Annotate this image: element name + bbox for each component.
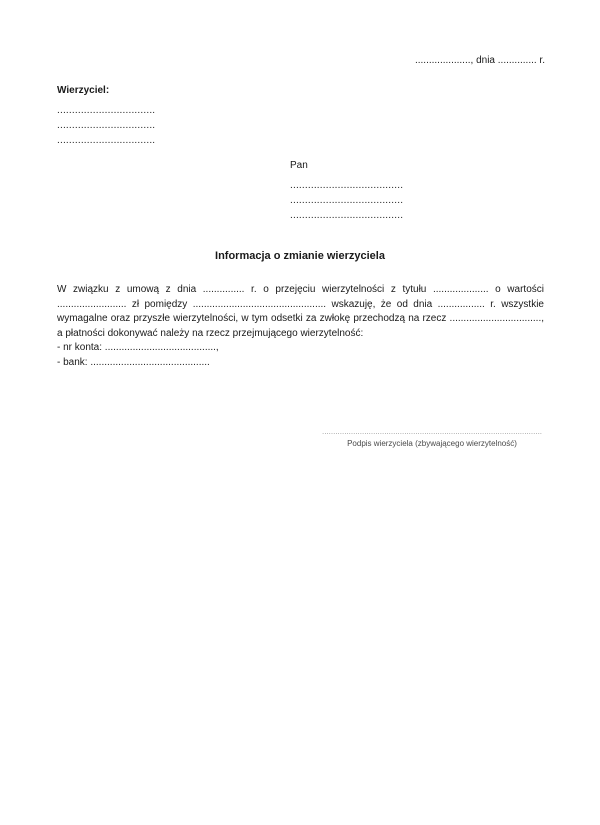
body-paragraph: W związku z umową z dnia ............... r. o przejęciu wierzytelności z tytułu .................... o wartości ......................... zł pomiędzy ................................................ wskazuję, że od dnia ................. r. wszystkie wymagalne oraz przyszłe wierzytelności, w tym odsetki za zwłokę przechodzą na rzecz ................................., a płatności dokonywać należy na rzecz przejmującego wierzytelność: [57,284,544,339]
creditor-block [57,84,155,148]
recipient-block [290,159,403,223]
recipient-fill-line-2: ...................................... [290,195,404,206]
creditor-fill-line-3: ................................. [57,135,156,146]
recipient-fill-line-3: ...................................... [290,210,404,221]
creditor-fill-line-1: ................................. [57,105,156,116]
recipient-fill-line-1: ...................................... [290,180,404,191]
signature-dotted-line: ................................................................................................... [321,427,543,436]
date-line: ...................., dnia .............. r. [414,55,545,66]
account-number-line: - nr konta: ........................................, [57,342,219,353]
body-block [57,283,544,370]
signature-block [320,427,544,449]
recipient-label: Pan [290,160,308,171]
signature-caption: Podpis wierzyciela (zbywającego wierzytelność) [347,439,517,448]
creditor-fill-line-2: ................................. [57,120,156,131]
bank-line: - bank: ........................................... [57,356,210,368]
document-title: Informacja o zmianie wierzyciela [215,250,385,262]
creditor-label: Wierzyciel: [57,85,110,96]
